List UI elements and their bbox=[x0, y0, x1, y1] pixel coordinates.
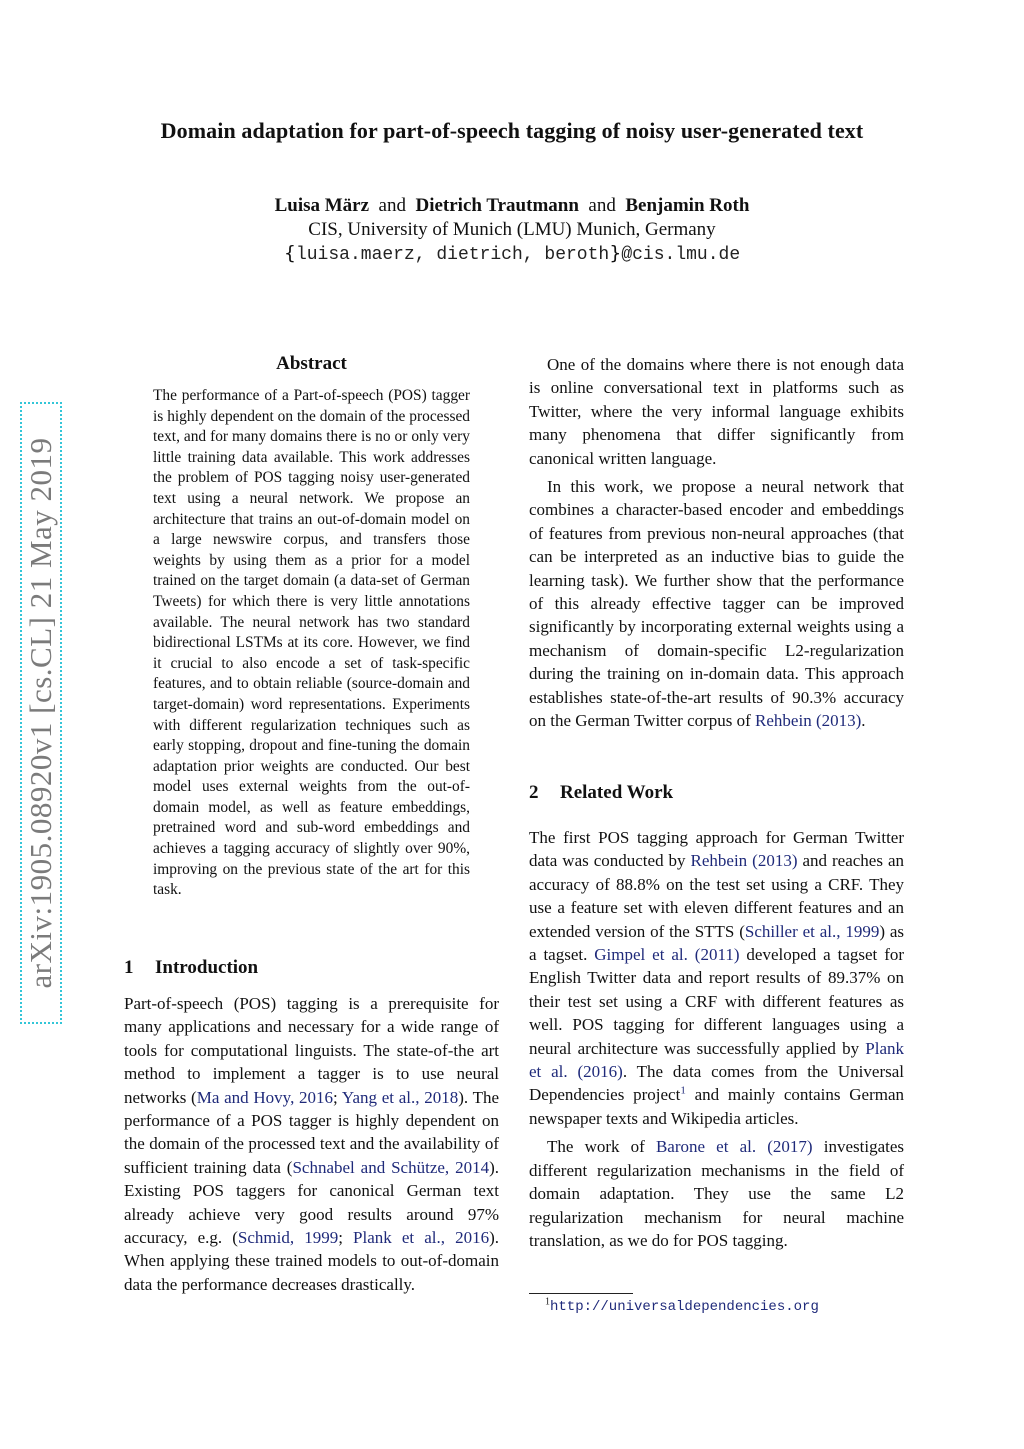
brace-close: } bbox=[609, 242, 622, 264]
citation-link[interactable]: Schiller et al., 1999 bbox=[744, 921, 880, 941]
text-run: ). Existing POS taggers for canonical German text already achieve very good results around 97% accuracy, e.g. ( bbox=[124, 1157, 499, 1248]
text-run: ). The performance of a POS tagger is highly dependent on the domain of the processed text and the availability of sufficient training data ( bbox=[124, 1087, 499, 1177]
citation-link[interactable]: Plank et al. (2016) bbox=[529, 1038, 904, 1082]
citation-link[interactable]: Ma and Hovy, 2016 bbox=[196, 1087, 334, 1107]
footnote-rule bbox=[529, 1293, 633, 1294]
author-emails bbox=[0, 242, 1024, 265]
author-list bbox=[0, 194, 1024, 218]
section-title: Related Work bbox=[560, 782, 674, 803]
affiliation: CIS, University of Munich (LMU) Munich, Germany bbox=[308, 219, 716, 240]
citation-link[interactable]: Rehbein (2013) bbox=[690, 851, 798, 871]
author-name: Benjamin Roth bbox=[625, 195, 750, 216]
citation-link[interactable]: Schnabel and Schütze, 2014 bbox=[292, 1157, 490, 1177]
citation-link[interactable]: Yang et al., 2018 bbox=[341, 1087, 459, 1107]
email-names: luisa.maerz, dietrich, beroth bbox=[295, 245, 610, 265]
section-title: Introduction bbox=[155, 957, 259, 978]
paper-title: Domain adaptation for part-of-speech tagging of noisy user-generated text bbox=[160, 118, 864, 143]
arxiv-stamp bbox=[20, 402, 62, 1024]
footnote-marker[interactable]: 1 bbox=[680, 1084, 686, 1097]
introduction-continued bbox=[529, 353, 904, 733]
author-name: Dietrich Trautmann bbox=[415, 195, 579, 216]
introduction-paragraph: Part-of-speech (POS) tagging is a prerequisite for many applications and necessary for a wide range of tools for computational linguists. The state-of-the art method to implement a tagger is to use neural networks (Ma and Hovy, 2016; Yang et al., 2018). The performance of a POS tagger is highly dependent on the domain of the processed text and the availability of sufficient training data (Schnabel and Schütze, 2014). Existing POS taggers for canonical German text already achieve very good results around 97% accuracy, e.g. (Schmid, 1999; Plank et al., 2016). When applying these trained models to out-of-domain data the performance decreases drastically. bbox=[124, 994, 499, 1294]
paragraph: One of the domains where there is not enough data is online conversational text in platforms such as Twitter, where the very informal language exhibits many phenomena that differ significantly from canonical written language. bbox=[529, 355, 904, 468]
author-name: Luisa März bbox=[274, 195, 370, 216]
footnote-url-link[interactable]: http://universaldependencies.org bbox=[550, 1299, 819, 1315]
citation-link[interactable]: Barone et al. (2017) bbox=[655, 1137, 813, 1157]
citation-link[interactable]: Rehbein (2013) bbox=[755, 711, 862, 731]
author-separator: and bbox=[588, 195, 616, 216]
paragraph: The first POS tagging approach for German Twitter data was conducted by Rehbein (2013) and reaches an accuracy of 88.8% on the test set using a CRF. They use a feature set with eleven different features and an extended version of the STTS (Schiller et al., 1999) as a tagset. Gimpel et al. (2011) developed a tagset for English Twitter data and report results of 89.37% on their test set using a CRF with different features as well. POS tagging for different languages using a neural architecture was successfully applied by Plank et al. (2016). The data comes from the Universal Dependencies project$^1$ and mainly contains German newspaper texts and Wikipedia articles. bbox=[529, 828, 905, 1128]
author-separator: and bbox=[378, 195, 406, 216]
citation-link[interactable]: Gimpel et al. (2011) bbox=[594, 945, 740, 965]
arxiv-identifier: arXiv:1905.08920v1 [cs.CL] 21 May 2019 bbox=[23, 437, 58, 989]
footnote bbox=[545, 1298, 819, 1315]
paragraph: In this work, we propose a neural network that combines a character-based encoder and embeddings of features from previous non-neural approaches (that can be interpreted as an inductive bias to guide the learning task). We further show that the performance of this already effective tagger can be improved significantly by incorporating external weights using a mechanism of domain-specific L2-regularization during the training on in-domain data. This approach establishes state-of-the-art results of 90.3% accuracy on the German Twitter corpus of Rehbein (2013). bbox=[529, 477, 904, 731]
citation-link[interactable]: Plank et al., 2016 bbox=[353, 1228, 490, 1248]
footnote-number: 1 bbox=[545, 1296, 550, 1308]
paragraph: The work of Barone et al. (2017) investigates different regularization mechanisms in the field of domain adaptation. They use the same L2 regularization mechanism for neural machine translation, as we do for POS tagging. bbox=[529, 1137, 904, 1250]
abstract-text: The performance of a Part-of-speech (POS) tagger is highly dependent on the domain of the processed text, and for many domains there is no or only very little training data available. This work addresses the problem of POS tagging noisy user-generated text using a neural network. We propose an architecture that trains an out-of-domain model on a large newswire corpus, and transfers those weights by using them as a prior for a model trained on the target domain (a data-set of German Tweets) for which there is very little annotations available. The neural network has two standard bidirectional LSTMs at its core. However, we find it crucial to also encode a set of task-specific features, and to obtain reliable (source-domain and target-domain) word representations. Experiments with different regularization techniques such as early stopping, dropout and fine-tuning the domain adaptation prior weights are conducted. Our best model uses external weights from the out-of-domain model, as well as feature embeddings, pretrained word and sub-word embeddings and achieves a tagging accuracy of slightly over 90%, improving on the previous state of the art for this task. bbox=[153, 387, 470, 899]
text-run: Part-of-speech (POS) tagging is a prerequisite for many applications and necessary for a wide range of tools for computational linguists. The state-of-the art method to implement a tagger is to use neural networks ( bbox=[124, 994, 499, 1107]
section-number: 2 bbox=[529, 782, 539, 803]
text-run: ). When applying these trained models to out-of-domain data the performance decreases drastically. bbox=[124, 1228, 499, 1294]
abstract-heading: Abstract bbox=[276, 353, 347, 374]
brace-open: { bbox=[283, 242, 296, 264]
section-heading-related-work bbox=[529, 782, 673, 804]
related-work-text bbox=[529, 826, 904, 1252]
email-domain: @cis.lmu.de bbox=[621, 245, 741, 265]
citation-link[interactable]: Schmid, 1999 bbox=[237, 1228, 339, 1248]
section-number: 1 bbox=[124, 957, 134, 978]
section-heading-introduction bbox=[124, 957, 258, 979]
